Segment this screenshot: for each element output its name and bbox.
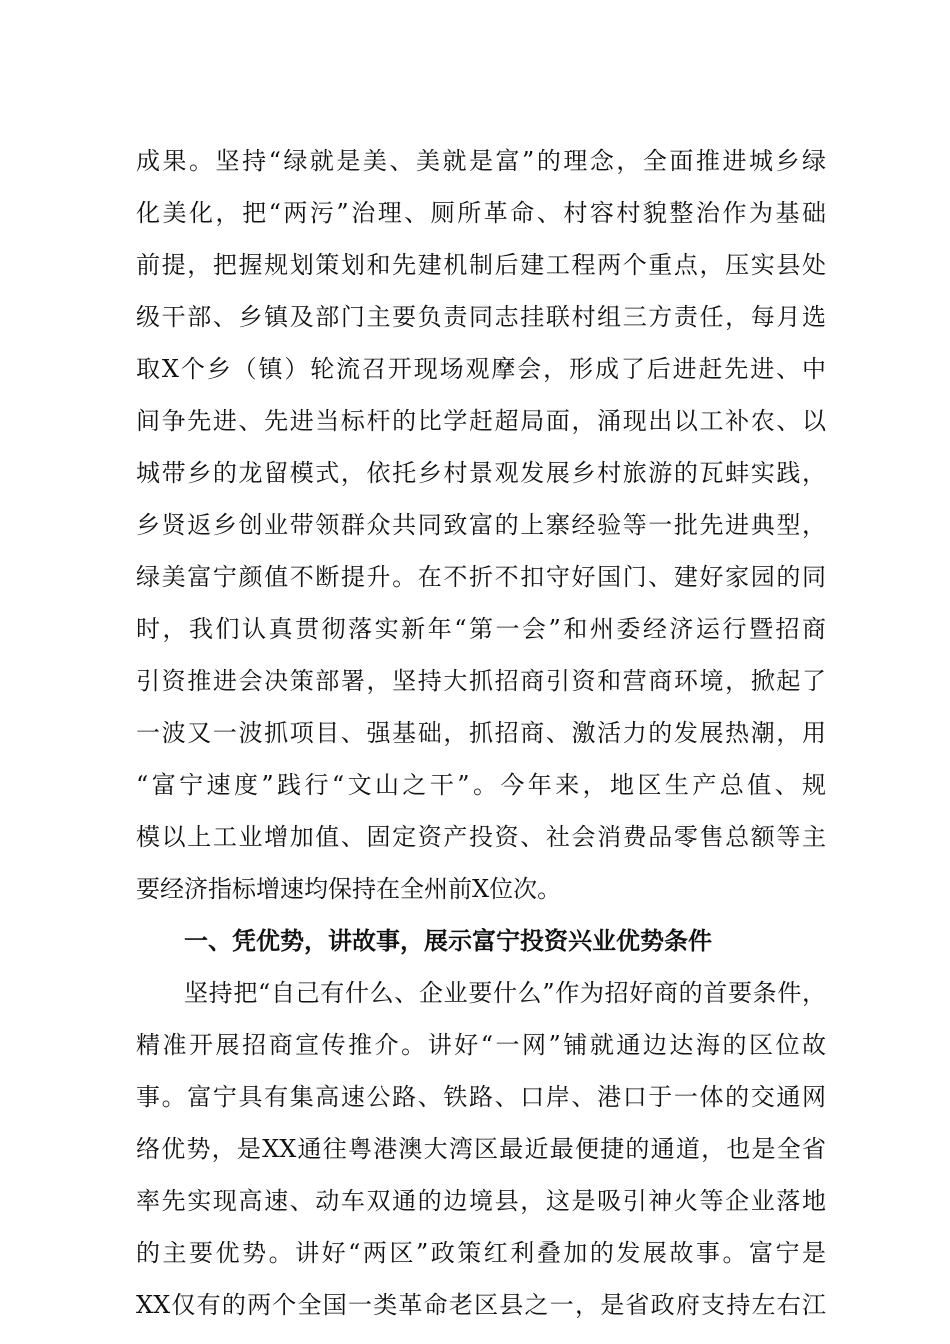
- text-line: 模以上工业增加值、固定资产投资、社会消费品零售总额等主: [136, 823, 826, 851]
- text-line: 率先实现高速、动车双通的边境县，这是吸引神火等企业落地: [136, 1187, 826, 1215]
- text-line: “富宁速度”践行“文山之干”。今年来，地区生产总值、规: [136, 771, 826, 799]
- section-heading: 一、凭优势，讲故事，展示富宁投资兴业优势条件: [184, 927, 712, 955]
- text-line: 坚持把“自己有什么、企业要什么”作为招好商的首要条件，: [184, 979, 826, 1007]
- text-line: 前提，把握规划策划和先建机制后建工程两个重点，压实县处: [136, 251, 826, 279]
- text-line: 精准开展招商宣传推介。讲好“一网”铺就通边达海的区位故: [136, 1031, 826, 1059]
- text-line: 时，我们认真贯彻落实新年“第一会”和州委经济运行暨招商: [136, 615, 826, 643]
- text-line: 一波又一波抓项目、强基础，抓招商、激活力的发展热潮，用: [136, 719, 826, 747]
- text-line: 级干部、乡镇及部门主要负责同志挂联村组三方责任，每月选: [136, 303, 826, 331]
- text-line: 取X个乡（镇）轮流召开现场观摩会，形成了后进赶先进、中: [136, 355, 826, 383]
- text-line: 要经济指标增速均保持在全州前X位次。: [136, 875, 562, 903]
- text-line: 成果。坚持“绿就是美、美就是富”的理念，全面推进城乡绿: [136, 147, 826, 175]
- text-line: 绿美富宁颜值不断提升。在不折不扣守好国门、建好家园的同: [136, 563, 826, 591]
- text-line: 引资推进会决策部署，坚持大抓招商引资和营商环境，掀起了: [136, 667, 826, 695]
- text-line: 间争先进、先进当标杆的比学赶超局面，涌现出以工补农、以: [136, 407, 826, 435]
- text-line: 的主要优势。讲好“两区”政策红利叠加的发展故事。富宁是: [136, 1239, 826, 1267]
- text-line: 乡贤返乡创业带领群众共同致富的上寨经验等一批先进典型，: [136, 511, 826, 539]
- text-line: 络优势，是XX通往粤港澳大湾区最近最便捷的通道，也是全省: [136, 1135, 826, 1163]
- text-line: XX仅有的两个全国一类革命老区县之一，是省政府支持左右江: [136, 1291, 826, 1319]
- text-line: 事。富宁具有集高速公路、铁路、口岸、港口于一体的交通网: [136, 1083, 826, 1111]
- text-line: 城带乡的龙留模式，依托乡村景观发展乡村旅游的瓦蚌实践，: [136, 459, 826, 487]
- text-line: 化美化，把“两污”治理、厕所革命、村容村貌整治作为基础: [136, 199, 826, 227]
